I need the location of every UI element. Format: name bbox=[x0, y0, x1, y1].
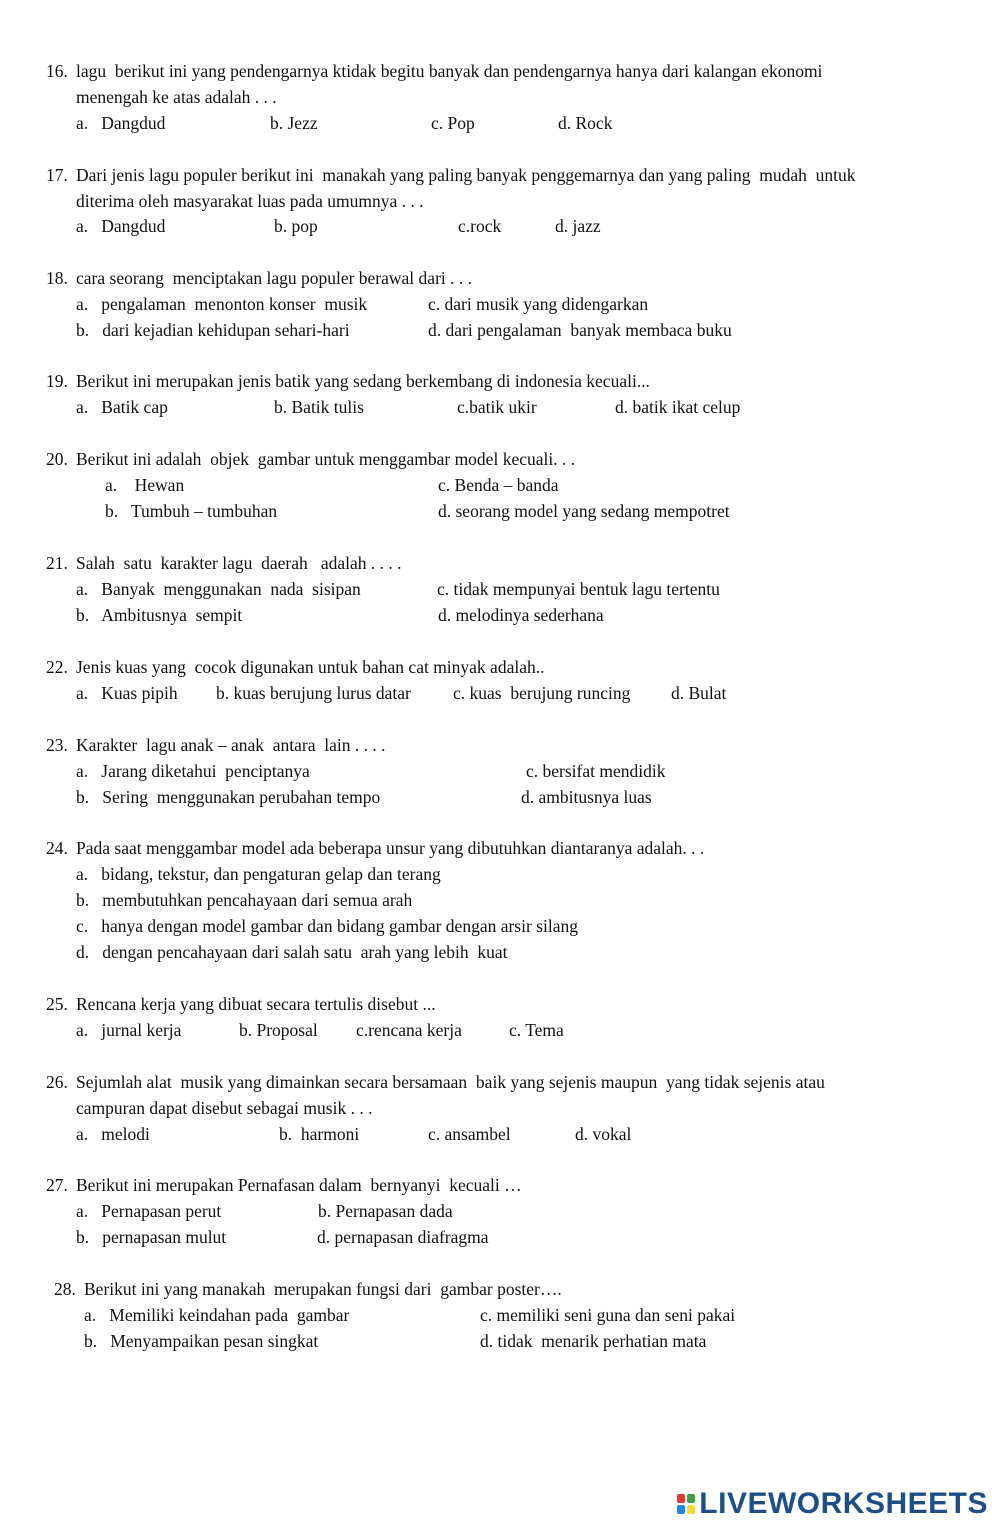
liveworksheets-wordmark: LIVEWORKSHEETS bbox=[699, 1487, 988, 1520]
option-b[interactable]: b. kuas berujung lurus datar bbox=[216, 683, 411, 703]
option-d[interactable]: d. jazz bbox=[555, 216, 601, 236]
option-b[interactable]: b. Proposal bbox=[239, 1020, 318, 1040]
option-d[interactable]: d. tidak menarik perhatian mata bbox=[480, 1331, 707, 1351]
option-b[interactable]: b. Tumbuh – tumbuhan bbox=[105, 501, 278, 521]
question-number: 19. bbox=[46, 371, 68, 391]
option-c[interactable]: c. memiliki seni guna dan seni pakai bbox=[480, 1305, 736, 1325]
question-number: 16. bbox=[46, 61, 68, 81]
question-number: 25. bbox=[46, 994, 68, 1014]
question-text-line: Berikut ini merupakan jenis batik yang sedang berkembang di indonesia kecuali... bbox=[76, 371, 650, 391]
question-text-line: Pada saat menggambar model ada beberapa unsur yang dibutuhkan diantaranya adalah. . . bbox=[76, 838, 705, 858]
option-a[interactable]: a. Banyak menggunakan nada sisipan bbox=[76, 579, 361, 599]
question-number: 21. bbox=[46, 553, 68, 573]
question-number: 24. bbox=[46, 838, 68, 858]
option-b[interactable]: b. membutuhkan pencahayaan dari semua arah bbox=[76, 890, 413, 910]
question-text-line: menengah ke atas adalah . . . bbox=[76, 87, 277, 107]
option-d[interactable]: d. Rock bbox=[558, 113, 613, 133]
question-text-line: Rencana kerja yang dibuat secara tertulis disebut ... bbox=[76, 994, 436, 1014]
liveworksheets-logo bbox=[676, 1489, 988, 1519]
question-text-line: Jenis kuas yang cocok digunakan untuk bahan cat minyak adalah.. bbox=[76, 657, 545, 677]
option-c[interactable]: c. dari musik yang didengarkan bbox=[428, 294, 649, 314]
option-d[interactable]: c. Tema bbox=[509, 1020, 564, 1040]
option-a[interactable]: a. Dangdud bbox=[76, 216, 166, 236]
option-a[interactable]: a. Memiliki keindahan pada gambar bbox=[84, 1305, 350, 1325]
question-number: 18. bbox=[46, 268, 68, 288]
option-c[interactable]: c.batik ukir bbox=[457, 397, 537, 417]
question-text-line: lagu berikut ini yang pendengarnya ktidak begitu banyak dan pendengarnya hanya dari kalangan ekonomi bbox=[76, 61, 823, 81]
option-b[interactable]: b. harmoni bbox=[279, 1124, 360, 1144]
option-c[interactable]: c. Pop bbox=[431, 113, 475, 133]
option-b[interactable]: b. Jezz bbox=[270, 113, 318, 133]
option-d[interactable]: d. seorang model yang sedang mempotret bbox=[438, 501, 730, 521]
question-number: 22. bbox=[46, 657, 68, 677]
option-a[interactable]: a. pengalaman menonton konser musik bbox=[76, 294, 368, 314]
question-number: 26. bbox=[46, 1072, 68, 1092]
option-a[interactable]: a. melodi bbox=[76, 1124, 150, 1144]
option-c[interactable]: c.rencana kerja bbox=[356, 1020, 462, 1040]
option-a[interactable]: a. Dangdud bbox=[76, 113, 166, 133]
option-b[interactable]: b. Ambitusnya sempit bbox=[76, 605, 243, 625]
option-c[interactable]: c. hanya dengan model gambar dan bidang gambar dengan arsir silang bbox=[76, 916, 578, 936]
question-text-line: cara seorang menciptakan lagu populer berawal dari . . . bbox=[76, 268, 473, 288]
option-b[interactable]: b. Menyampaikan pesan singkat bbox=[84, 1331, 319, 1351]
question-number: 17. bbox=[46, 165, 68, 185]
option-a[interactable]: a. Kuas pipih bbox=[76, 683, 178, 703]
question-text-line: Sejumlah alat musik yang dimainkan secara bersamaan baik yang sejenis maupun yang tidak sejenis atau bbox=[76, 1072, 825, 1092]
question-number: 23. bbox=[46, 735, 68, 755]
question-text-line: campuran dapat disebut sebagai musik . . . bbox=[76, 1098, 373, 1118]
option-a[interactable]: a. Batik cap bbox=[76, 397, 168, 417]
option-c[interactable]: c. tidak mempunyai bentuk lagu tertentu bbox=[437, 579, 720, 599]
option-a[interactable]: a. Hewan bbox=[105, 475, 185, 495]
option-a[interactable]: a. Jarang diketahui penciptanya bbox=[76, 761, 310, 781]
option-d[interactable]: d. pernapasan diafragma bbox=[317, 1227, 489, 1247]
question-text-line: Salah satu karakter lagu daerah adalah . . . . bbox=[76, 553, 402, 573]
option-d[interactable]: d. Bulat bbox=[671, 683, 727, 703]
question-number: 28. bbox=[54, 1279, 76, 1299]
option-b[interactable]: b. dari kejadian kehidupan sehari-hari bbox=[76, 320, 350, 340]
option-c[interactable]: c. Benda – banda bbox=[438, 475, 559, 495]
option-b[interactable]: b. Sering menggunakan perubahan tempo bbox=[76, 787, 381, 807]
option-d[interactable]: d. dengan pencahayaan dari salah satu arah yang lebih kuat bbox=[76, 942, 508, 962]
option-d[interactable]: d. ambitusnya luas bbox=[521, 787, 652, 807]
option-a[interactable]: a. bidang, tekstur, dan pengaturan gelap dan terang bbox=[76, 864, 441, 884]
option-a[interactable]: a. jurnal kerja bbox=[76, 1020, 182, 1040]
option-c[interactable]: c. bersifat mendidik bbox=[526, 761, 666, 781]
option-d[interactable]: d. melodinya sederhana bbox=[438, 605, 604, 625]
option-b[interactable]: b. Batik tulis bbox=[274, 397, 364, 417]
question-number: 27. bbox=[46, 1175, 68, 1195]
liveworksheets-logo-icon bbox=[676, 1493, 696, 1515]
option-d[interactable]: d. batik ikat celup bbox=[615, 397, 741, 417]
question-number: 20. bbox=[46, 449, 68, 469]
question-text-line: Berikut ini merupakan Pernafasan dalam bernyanyi kecuali … bbox=[76, 1175, 522, 1195]
option-c[interactable]: c.rock bbox=[458, 216, 502, 236]
option-b[interactable]: b. Pernapasan dada bbox=[318, 1201, 453, 1221]
option-a[interactable]: a. Pernapasan perut bbox=[76, 1201, 222, 1221]
question-text-line: Berikut ini adalah objek gambar untuk menggambar model kecuali. . . bbox=[76, 449, 576, 469]
option-d[interactable]: d. dari pengalaman banyak membaca buku bbox=[428, 320, 732, 340]
option-b[interactable]: b. pernapasan mulut bbox=[76, 1227, 227, 1247]
option-d[interactable]: d. vokal bbox=[575, 1124, 632, 1144]
question-text-line: Karakter lagu anak – anak antara lain . . . . bbox=[76, 735, 386, 755]
option-c[interactable]: c. kuas berujung runcing bbox=[453, 683, 631, 703]
option-b[interactable]: b. pop bbox=[274, 216, 318, 236]
option-c[interactable]: c. ansambel bbox=[428, 1124, 511, 1144]
question-text-line: diterima oleh masyarakat luas pada umumnya . . . bbox=[76, 191, 424, 211]
question-text-line: Dari jenis lagu populer berikut ini manakah yang paling banyak penggemarnya dan yang paling mudah untuk bbox=[76, 165, 856, 185]
question-text-line: Berikut ini yang manakah merupakan fungsi dari gambar poster…. bbox=[84, 1279, 562, 1299]
